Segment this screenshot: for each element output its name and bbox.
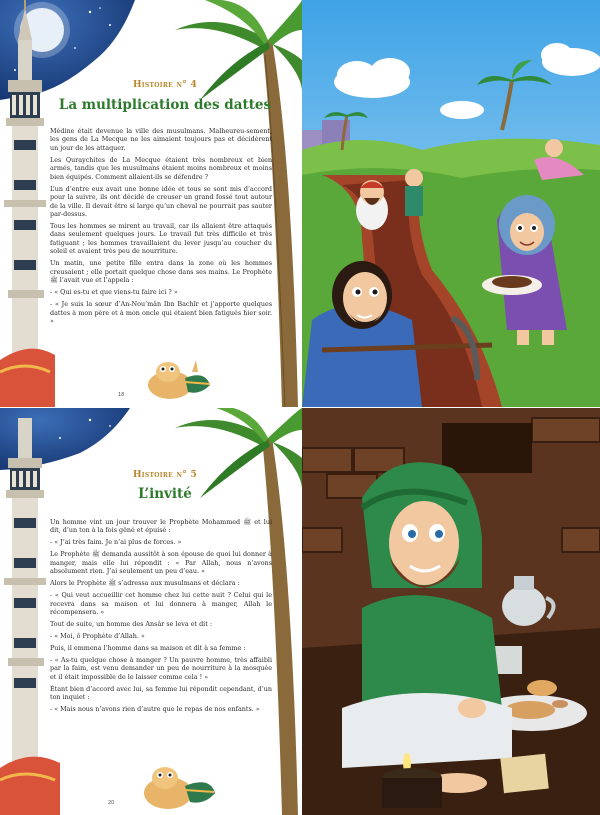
coins-box-icon (500, 754, 548, 794)
story-number: Histoire n° 4 (132, 80, 198, 90)
paragraph: - « Moi, ô Prophète d’Allah. » (50, 631, 145, 640)
paragraph: Puis, il emmena l’homme dans sa maison et dit à sa femme : (50, 643, 246, 652)
page-story-4 (0, 0, 302, 407)
paragraph: - « As-tu quelque chose à manger ? Un pauvre homme, très affaibli par la faim, est venu demander un peu de nourriture à la mosquée et il était impossible de le laisser comme cela ! » (50, 655, 272, 681)
story-number: Histoire n° 5 (132, 470, 198, 480)
paragraph: Alors le Prophète ﷺ s’adressa aux musulmans et déclara : (50, 579, 240, 588)
paragraph: Un matin, une petite fille entra dans la zone où les hommes creusaient ; elle portait quelque chose dans ses mains. Le Prophète ﷺ l’avait vue et l’appela : (50, 259, 272, 285)
story-title: L’invité (138, 486, 192, 502)
seated-guest-illustration (302, 408, 600, 815)
story-title: La multiplication des dattes (58, 97, 272, 113)
paragraph: - « Qui es-tu et que viens-tu faire ici ? » (50, 288, 178, 297)
illustration-trench (302, 0, 600, 407)
paragraph: - « Qui veut accueillir cet homme chez lui cette nuit ? Celui qui le recevra dans sa maison et lui donnera à manger, Allah le récompensera. » (50, 591, 272, 617)
paragraph: Le Prophète ﷺ demanda aussitôt à son épouse de quoi lui donner à manger, mais elle lui répondit : « Par Allah, nous n’avons absolument rien. J’ai seulement un peu d’eau. » (50, 550, 272, 576)
paragraph: Tous les hommes se mirent au travail, car ils allaient être attaqués dans seulement quelques jours. Le travail fut très difficile et très fatiguant ; les hommes travaillaient du lever jusqu’au coucher du soleil et avaient très peu de nourriture. (50, 222, 272, 256)
story-text (50, 127, 272, 329)
camel-icon (0, 349, 210, 407)
paragraph: - « Mais nous n’avons rien d’autre que le repas de nos enfants. » (50, 705, 260, 714)
page-number: 18 (118, 392, 125, 398)
trench-digging-illustration (302, 0, 600, 407)
paragraph: Médine était devenue la ville des musulmans. Malheureu-sement, les gens de La Mecque ne les aimaient toujours pas et décidèrent un jour de les attaquer. (50, 127, 272, 152)
paragraph: Étant bien d’accord avec lui, sa femme lui répondit cependant, d’un ton inquiet : (50, 684, 272, 702)
minaret-icon (4, 418, 46, 778)
paragraph: Tout de suite, un homme des Ansâr se leva et dit : (50, 620, 212, 629)
paragraph: Les Quraychites de La Mecque étaient très nombreux et bien armés, tandis que les musulmans étaient moins nombreux et moins bien équipés. Comment allaient-ils se défendre ? (50, 155, 272, 181)
page-number: 20 (108, 800, 115, 806)
spread-story-5 (0, 408, 600, 815)
page-story-5 (0, 408, 302, 815)
camel-icon (0, 757, 215, 815)
paragraph: L’un d’entre eux avait une bonne idée et tous se sont mis d’accord pour la suivre, ils ont décidé de creuser un grand fossé tout autour de la ville. Il devait être si large qu’un cheval ne pourrait pas sauter par-dessus. (50, 184, 272, 219)
spread-story-4 (0, 0, 600, 407)
story-text (50, 518, 272, 717)
paragraph: Un homme vint un jour trouver le Prophète Mohammed ﷺ et lui dit, d’un ton à la fois gêné et épuisé : (50, 518, 272, 535)
paragraph: - « J’ai très faim. Je n’ai plus de forces. » (50, 538, 182, 547)
paragraph: - « Je suis la sœur d’An-Nou’mân Ibn Bachîr et j’apporte quelques dattes à mon père et à mon oncle qui étaient bien fatigués hier soir. » (50, 300, 272, 326)
illustration-guest (302, 408, 600, 815)
